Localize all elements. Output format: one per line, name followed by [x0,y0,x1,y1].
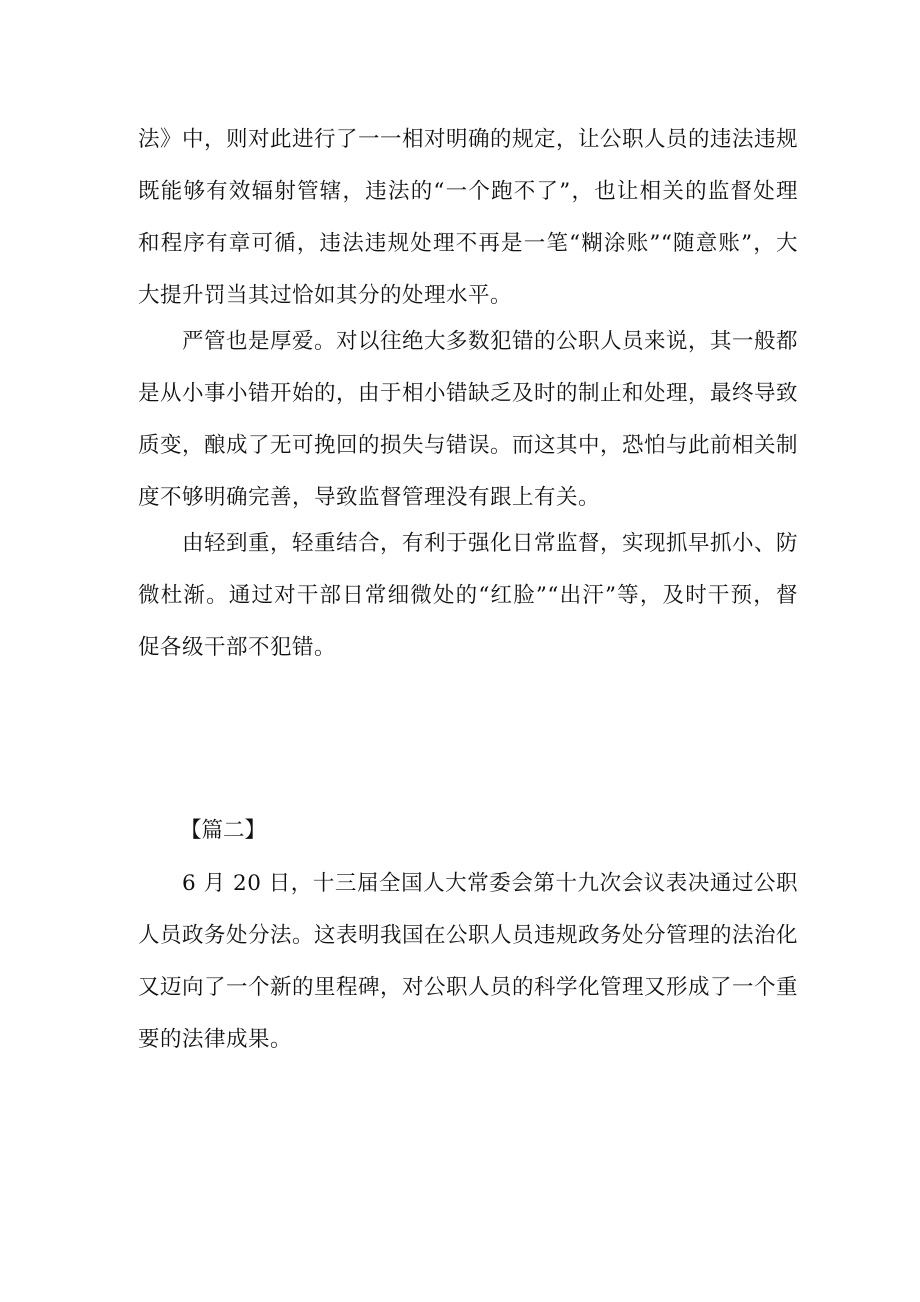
section-heading: 【篇二】 [180,818,267,843]
paragraph-2: 严管也是厚爱。对以往绝大多数犯错的公职人员来说，其一般都是从小事小错开始的，由于相小错缺乏及时的制止和处理，最终导致质变，酿成了无可挽回的损失与错误。而这其中，恐怕与此前相关制度不够明确完善，导致监督管理没有跟上有关。 [138,329,799,510]
section-paragraph-1: 6 月 20 日，十三届全国人大常委会第十九次会议表决通过公职人员政务处分法。这表明我国在公职人员违规政务处分管理的法治化又迈向了一个新的里程碑，对公职人员的科学化管理又形成了一个重要的法律成果。 [138,871,799,1052]
paragraph-1: 法》中，则对此进行了一一相对明确的规定，让公职人员的违法违规既能够有效辐射管辖，违法的“一个跑不了”，也让相关的监督处理和程序有章可循，违法违规处理不再是一笔“糊涂账”“随意账”，大大提升罚当其过恰如其分的处理水平。 [138,127,799,308]
paragraph-3: 由轻到重，轻重结合，有利于强化日常监督，实现抓早抓小、防微杜渐。通过对干部日常细微处的“红脸”“出汗”等，及时干预，督促各级干部不犯错。 [138,531,799,660]
